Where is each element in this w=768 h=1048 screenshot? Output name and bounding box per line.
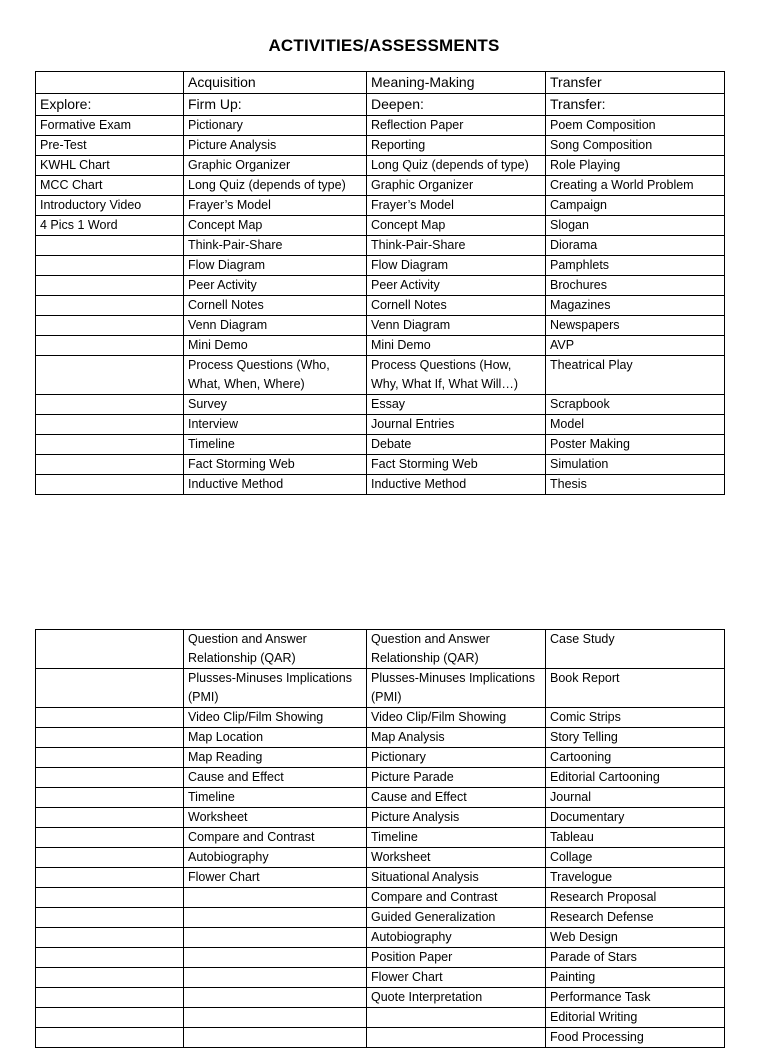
- table-cell-transfer: Research Proposal: [546, 888, 725, 908]
- table-cell-acquisition: Timeline: [184, 435, 367, 455]
- table-cell-meaning-making: Journal Entries: [367, 415, 546, 435]
- table-cell-transfer: Travelogue: [546, 868, 725, 888]
- stage-label-transfer: Transfer:: [546, 94, 725, 116]
- table-cell-meaning-making: Venn Diagram: [367, 316, 546, 336]
- table-cell-acquisition: Map Location: [184, 728, 367, 748]
- table-cell-acquisition: [184, 988, 367, 1008]
- table-cell-explore: [36, 888, 184, 908]
- table-cell-transfer: Model: [546, 415, 725, 435]
- table-cell-meaning-making: Guided Generalization: [367, 908, 546, 928]
- table-cell-acquisition: Think-Pair-Share: [184, 236, 367, 256]
- table-cell-explore: [36, 768, 184, 788]
- table-cell-transfer: Thesis: [546, 475, 725, 495]
- table-cell-acquisition: Flow Diagram: [184, 256, 367, 276]
- table-cell-acquisition: Pictionary: [184, 116, 367, 136]
- activities-table-top: [35, 71, 725, 495]
- table-cell-transfer: Poster Making: [546, 435, 725, 455]
- table-cell-explore: KWHL Chart: [36, 156, 184, 176]
- table-cell-meaning-making: Plusses-Minuses Implications (PMI): [367, 669, 546, 708]
- table-cell-transfer: Parade of Stars: [546, 948, 725, 968]
- table-cell-meaning-making: Question and Answer Relationship (QAR): [367, 630, 546, 669]
- stage-label-row: [36, 94, 725, 116]
- table-cell-explore: [36, 848, 184, 868]
- table-cell-explore: [36, 868, 184, 888]
- table-cell-acquisition: Survey: [184, 395, 367, 415]
- table-row: [36, 1028, 725, 1048]
- table-cell-acquisition: Worksheet: [184, 808, 367, 828]
- table-cell-acquisition: Map Reading: [184, 748, 367, 768]
- table-cell-transfer: Editorial Cartooning: [546, 768, 725, 788]
- table-cell-acquisition: Question and Answer Relationship (QAR): [184, 630, 367, 669]
- table-cell-explore: [36, 316, 184, 336]
- table-row: [36, 988, 725, 1008]
- table-cell-acquisition: Timeline: [184, 788, 367, 808]
- table-row: [36, 1008, 725, 1028]
- table-cell-transfer: Food Processing: [546, 1028, 725, 1048]
- table-cell-acquisition: Plusses-Minuses Implications (PMI): [184, 669, 367, 708]
- table-cell-explore: [36, 788, 184, 808]
- table-cell-transfer: Research Defense: [546, 908, 725, 928]
- table-cell-explore: [36, 236, 184, 256]
- table-cell-transfer: Cartooning: [546, 748, 725, 768]
- table-row: [36, 196, 725, 216]
- table-cell-transfer: Book Report: [546, 669, 725, 708]
- table-row: [36, 475, 725, 495]
- stage-label-explore: Explore:: [36, 94, 184, 116]
- table-cell-acquisition: Flower Chart: [184, 868, 367, 888]
- table-cell-transfer: Campaign: [546, 196, 725, 216]
- table-cell-acquisition: Venn Diagram: [184, 316, 367, 336]
- table-row: [36, 136, 725, 156]
- table-cell-explore: [36, 435, 184, 455]
- table-row: [36, 296, 725, 316]
- table-cell-transfer: Slogan: [546, 216, 725, 236]
- table-row: [36, 728, 725, 748]
- table-cell-transfer: Editorial Writing: [546, 1008, 725, 1028]
- table-cell-acquisition: Peer Activity: [184, 276, 367, 296]
- table-cell-meaning-making: Fact Storming Web: [367, 455, 546, 475]
- table-row: [36, 669, 725, 708]
- table-cell-explore: [36, 475, 184, 495]
- table-cell-acquisition: Process Questions (Who, What, When, Where): [184, 356, 367, 395]
- table-row: [36, 828, 725, 848]
- table-row: [36, 868, 725, 888]
- table-row: [36, 455, 725, 475]
- table-cell-meaning-making: Reflection Paper: [367, 116, 546, 136]
- table-cell-meaning-making: Picture Parade: [367, 768, 546, 788]
- table-cell-transfer: AVP: [546, 336, 725, 356]
- table-cell-meaning-making: Flower Chart: [367, 968, 546, 988]
- table-cell-meaning-making: Position Paper: [367, 948, 546, 968]
- table-cell-meaning-making: Think-Pair-Share: [367, 236, 546, 256]
- table-cell-transfer: Simulation: [546, 455, 725, 475]
- table-cell-transfer: Diorama: [546, 236, 725, 256]
- table-cell-acquisition: Frayer’s Model: [184, 196, 367, 216]
- table-cell-explore: Pre-Test: [36, 136, 184, 156]
- table-cell-transfer: Web Design: [546, 928, 725, 948]
- column-header-transfer: Transfer: [546, 72, 725, 94]
- stage-label-meaning-making: Deepen:: [367, 94, 546, 116]
- table-cell-explore: [36, 808, 184, 828]
- table-row: [36, 948, 725, 968]
- table-cell-explore: [36, 455, 184, 475]
- table-cell-explore: [36, 948, 184, 968]
- table-cell-acquisition: [184, 928, 367, 948]
- table-cell-meaning-making: Reporting: [367, 136, 546, 156]
- table-cell-meaning-making: Flow Diagram: [367, 256, 546, 276]
- table-cell-explore: Formative Exam: [36, 116, 184, 136]
- table-cell-meaning-making: Essay: [367, 395, 546, 415]
- table-row: [36, 356, 725, 395]
- table-cell-acquisition: Graphic Organizer: [184, 156, 367, 176]
- table-cell-explore: [36, 296, 184, 316]
- table-cell-acquisition: Cause and Effect: [184, 768, 367, 788]
- table-row: [36, 788, 725, 808]
- table-cell-explore: [36, 908, 184, 928]
- table-cell-explore: [36, 748, 184, 768]
- table-cell-transfer: Brochures: [546, 276, 725, 296]
- table-cell-acquisition: Long Quiz (depends of type): [184, 176, 367, 196]
- table-row: [36, 708, 725, 728]
- table-cell-transfer: Theatrical Play: [546, 356, 725, 395]
- table-cell-explore: [36, 1008, 184, 1028]
- table-row: [36, 176, 725, 196]
- table-cell-explore: [36, 968, 184, 988]
- table-cell-acquisition: Compare and Contrast: [184, 828, 367, 848]
- table-cell-meaning-making: Compare and Contrast: [367, 888, 546, 908]
- table-cell-acquisition: Interview: [184, 415, 367, 435]
- table-cell-meaning-making: Concept Map: [367, 216, 546, 236]
- table-cell-transfer: Pamphlets: [546, 256, 725, 276]
- table-cell-meaning-making: [367, 1028, 546, 1048]
- table-row: [36, 848, 725, 868]
- table-cell-acquisition: Video Clip/Film Showing: [184, 708, 367, 728]
- table-row: [36, 968, 725, 988]
- stage-label-acquisition: Firm Up:: [184, 94, 367, 116]
- activities-table-bottom: [35, 629, 725, 1048]
- table-cell-meaning-making: Graphic Organizer: [367, 176, 546, 196]
- table-cell-explore: [36, 988, 184, 1008]
- table-cell-meaning-making: Map Analysis: [367, 728, 546, 748]
- table-cell-explore: [36, 630, 184, 669]
- table-row: [36, 888, 725, 908]
- table-row: [36, 908, 725, 928]
- table-cell-acquisition: Fact Storming Web: [184, 455, 367, 475]
- table-row: [36, 808, 725, 828]
- table-cell-meaning-making: Autobiography: [367, 928, 546, 948]
- table-cell-acquisition: Mini Demo: [184, 336, 367, 356]
- table-cell-explore: [36, 356, 184, 395]
- table-cell-explore: [36, 395, 184, 415]
- table-row: [36, 748, 725, 768]
- table-cell-transfer: Scrapbook: [546, 395, 725, 415]
- table-cell-explore: [36, 728, 184, 748]
- table-row: [36, 395, 725, 415]
- table-cell-meaning-making: Inductive Method: [367, 475, 546, 495]
- table-cell-explore: [36, 415, 184, 435]
- table-cell-meaning-making: Worksheet: [367, 848, 546, 868]
- table-cell-transfer: Role Playing: [546, 156, 725, 176]
- table-cell-acquisition: [184, 1028, 367, 1048]
- table-cell-explore: 4 Pics 1 Word: [36, 216, 184, 236]
- table-cell-meaning-making: Picture Analysis: [367, 808, 546, 828]
- table-cell-transfer: Documentary: [546, 808, 725, 828]
- table-cell-meaning-making: Long Quiz (depends of type): [367, 156, 546, 176]
- table-cell-transfer: Collage: [546, 848, 725, 868]
- table-cell-transfer: Journal: [546, 788, 725, 808]
- table-row: [36, 630, 725, 669]
- table-cell-acquisition: [184, 968, 367, 988]
- table-cell-explore: [36, 256, 184, 276]
- table-cell-explore: [36, 669, 184, 708]
- table-cell-transfer: Story Telling: [546, 728, 725, 748]
- table-cell-explore: [36, 336, 184, 356]
- column-header-acquisition: Acquisition: [184, 72, 367, 94]
- table-cell-transfer: Case Study: [546, 630, 725, 669]
- table-cell-meaning-making: Quote Interpretation: [367, 988, 546, 1008]
- table-cell-meaning-making: Cause and Effect: [367, 788, 546, 808]
- table-cell-meaning-making: Cornell Notes: [367, 296, 546, 316]
- table-cell-transfer: Poem Composition: [546, 116, 725, 136]
- table-cell-acquisition: [184, 1008, 367, 1028]
- table-cell-explore: [36, 1028, 184, 1048]
- table-cell-acquisition: Picture Analysis: [184, 136, 367, 156]
- table-cell-meaning-making: Mini Demo: [367, 336, 546, 356]
- table-cell-meaning-making: Debate: [367, 435, 546, 455]
- table-cell-meaning-making: Timeline: [367, 828, 546, 848]
- table-cell-explore: [36, 928, 184, 948]
- table-cell-explore: [36, 708, 184, 728]
- table-cell-explore: Introductory Video: [36, 196, 184, 216]
- column-header-meaning-making: Meaning-Making: [367, 72, 546, 94]
- table-row: [36, 928, 725, 948]
- table-cell-transfer: Newspapers: [546, 316, 725, 336]
- table-row: [36, 256, 725, 276]
- table-cell-explore: [36, 828, 184, 848]
- table-cell-acquisition: Autobiography: [184, 848, 367, 868]
- table-cell-transfer: Performance Task: [546, 988, 725, 1008]
- table-cell-acquisition: Inductive Method: [184, 475, 367, 495]
- table-cell-transfer: Tableau: [546, 828, 725, 848]
- table-row: [36, 316, 725, 336]
- table-row: [36, 768, 725, 788]
- table-cell-acquisition: [184, 948, 367, 968]
- table-row: [36, 156, 725, 176]
- table-row: [36, 216, 725, 236]
- table-cell-transfer: Song Composition: [546, 136, 725, 156]
- table-row: [36, 336, 725, 356]
- table-cell-meaning-making: [367, 1008, 546, 1028]
- table-row: [36, 435, 725, 455]
- table-row: [36, 236, 725, 256]
- table-cell-meaning-making: Pictionary: [367, 748, 546, 768]
- table-cell-transfer: Comic Strips: [546, 708, 725, 728]
- table-cell-acquisition: Cornell Notes: [184, 296, 367, 316]
- column-header-explore: [36, 72, 184, 94]
- table-row: [36, 116, 725, 136]
- table-row: [36, 415, 725, 435]
- page-title: ACTIVITIES/ASSESSMENTS: [268, 36, 500, 55]
- table-cell-acquisition: Concept Map: [184, 216, 367, 236]
- table-cell-transfer: Creating a World Problem: [546, 176, 725, 196]
- column-header-row: [36, 72, 725, 94]
- table-cell-acquisition: [184, 908, 367, 928]
- table-cell-explore: [36, 276, 184, 296]
- table-cell-acquisition: [184, 888, 367, 908]
- table-row: [36, 276, 725, 296]
- table-cell-meaning-making: Situational Analysis: [367, 868, 546, 888]
- table-cell-explore: MCC Chart: [36, 176, 184, 196]
- table-cell-transfer: Magazines: [546, 296, 725, 316]
- table-cell-meaning-making: Video Clip/Film Showing: [367, 708, 546, 728]
- table-cell-meaning-making: Frayer’s Model: [367, 196, 546, 216]
- table-cell-meaning-making: Peer Activity: [367, 276, 546, 296]
- table-cell-transfer: Painting: [546, 968, 725, 988]
- table-cell-meaning-making: Process Questions (How, Why, What If, What Will…): [367, 356, 546, 395]
